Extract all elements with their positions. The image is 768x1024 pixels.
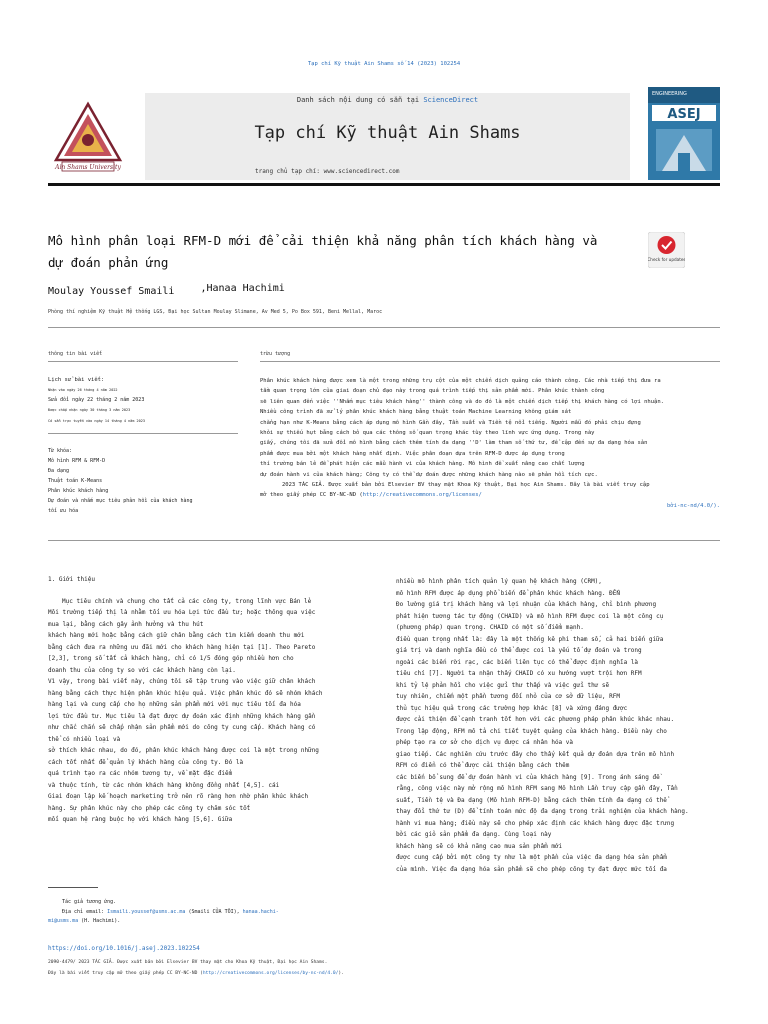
body-line: được cung cấp bởi một công ty như là một phần của việc đa dạng hóa sản phẩm bbox=[396, 854, 667, 861]
abstract-line: khỏi sự thiếu hụt bằng cách bỏ qua các thông số quan trọng khác tùy theo lĩnh vực ứng dụng. Trong này bbox=[260, 430, 595, 437]
body-line: ngoài các biến rời rạc, các biến liên tục có thể được định nghĩa là bbox=[396, 658, 639, 666]
body-line: và thuộc tính, từ các nhóm khách hàng không đồng nhất [4,5]. cái bbox=[48, 781, 280, 789]
keyword: Phân khúc khách hàng bbox=[48, 488, 109, 494]
body-line: Mục tiêu chính và chung cho tất cả các công ty, trong lĩnh vực Bán lẻ bbox=[62, 597, 312, 605]
body-line: Môi trường tiếp thị là nhằm tối ưu hóa Lợi tức đầu tư; hoặc thông qua việc bbox=[48, 609, 316, 616]
oa-suffix: ). bbox=[338, 971, 344, 976]
license-link[interactable]: http://creativecommons.org/licenses/ bbox=[362, 492, 482, 499]
abstract-line: giấy, chúng tôi đã sửa đổi mô hình bằng cách thêm tính đa dạng ''D' làm tham số thứ tư, để cập đến sự đa dạng hóa sản bbox=[260, 440, 648, 447]
section-title: 1. Giới thiệu bbox=[48, 576, 95, 583]
copyright-lines bbox=[48, 957, 720, 979]
body-line: hành vi mua hàng; điều này sẽ cho phép xác định các khách hàng được đặc trưng bbox=[396, 819, 675, 827]
body-line: quá trình tạo ra các nhóm tương tự, về mặt đặc điểm bbox=[48, 770, 233, 777]
cover-subtitle: ENGINEERING bbox=[652, 91, 687, 97]
body-line: khách hàng mới hoặc bằng cách giữ chân bằng cách tìm kiếm doanh thu mới bbox=[48, 632, 305, 639]
contents-prefix: Danh sách nội dung có sẵn tại bbox=[296, 96, 424, 104]
body-line: phép tạo ra cơ sở cho dịch vụ được cá nhân hóa và bbox=[396, 739, 574, 746]
footnote-divider bbox=[48, 887, 98, 888]
abstract-line: thí trường bán lẻ để phát hiện các mẫu hành vi của khách hàng. Mô hình đề xuất nâng cao chất lượng bbox=[260, 461, 585, 468]
article-title-line-1: Mô hình phân loại RFM-D mới để cải thiện khả năng phân tích khách hàng và bbox=[48, 233, 598, 248]
abstract-heading: trừu tượng bbox=[260, 351, 291, 357]
email-link-2[interactable]: hanaa.hachi- bbox=[242, 909, 279, 915]
abstract-line: chẳng hạn như K-Means bằng cách áp dụng mô hình Gần đây, Tần suất và Tiền tệ nổi tiếng. Người mẫu đó phải chịu đựng bbox=[260, 419, 641, 426]
body-line: thủ tục hiệu quả trong các trường hợp khác [8] và xứng đáng được bbox=[396, 704, 628, 712]
body-line: tuy nhiên, chiếm một phần tương đối nhỏ của cơ sở dữ liệu, RFM bbox=[396, 693, 620, 700]
abstract-line: sẽ liên quan đến việc ''Nhắm mục tiêu khách hàng'' thành công và do đó là một chiến dịch tiếp thị khách hàng có lợi nhuận. bbox=[260, 398, 664, 405]
body-line: như chắc chắn sẽ chấp nhận sản phẩm mới do công ty cung cấp. Khách hàng có bbox=[48, 724, 316, 731]
body-line: doanh thu của công ty so với các khách hàng còn lại. bbox=[48, 666, 236, 674]
license-link-cont[interactable]: bởi-nc-nd/4.0/). bbox=[667, 502, 720, 509]
abstract-line: tầm quan trọng lớn của giai đoạn chủ đạo này trong quá trình tiếp thị sản phẩm mới. Phân khúc thành công bbox=[260, 388, 605, 395]
authors bbox=[48, 283, 285, 297]
email-suffix-1: (Smaili CỦA TÔI), bbox=[185, 909, 243, 915]
divider bbox=[48, 540, 720, 541]
body-line: thể có nhiều loại và bbox=[48, 735, 121, 743]
keyword: Thuật toán K-Means bbox=[48, 478, 103, 484]
divider bbox=[48, 361, 238, 362]
keyword: Mô hình RFM & RFM-D bbox=[48, 458, 106, 464]
corresponding-note: Tác giả tương ứng. bbox=[62, 899, 117, 905]
article-history bbox=[48, 376, 238, 427]
history-online: Có sẵn trực tuyến vào ngày 14 tháng 4 năm 2023 bbox=[48, 419, 145, 423]
body-line: được cải thiện để cạnh tranh tốt hơn với các phương pháp phân khúc khác nhau. bbox=[396, 716, 675, 723]
abstract-line: Phân khúc khách hàng được xem là một trong những trụ cột của một chiến dịch quảng cáo thành công. Các nhà tiếp thị đưa ra bbox=[260, 378, 661, 384]
license-text: 2023 TÁC GIẢ. Được xuất bản bởi Elsevier BV thay mặt Khoa Kỹ thuật, Đại học Ain Shams. Đây là bài viết truy cập bbox=[282, 482, 650, 489]
body-line: phát hiện tương tác tự động (CHAID) và mô hình RFM được coi là một công cụ bbox=[396, 612, 664, 620]
article-info-heading: thông tin bài viết bbox=[48, 351, 103, 357]
article-title-line-2: dự đoán phản ứng bbox=[48, 255, 169, 270]
body-line: giá trị và danh nghĩa đều có thể được coi là yếu tố dự đoán và trong bbox=[396, 647, 642, 654]
author-2[interactable]: ,Hanaa Hachimi bbox=[200, 283, 285, 294]
body-column-left bbox=[48, 574, 368, 826]
keywords bbox=[48, 446, 238, 516]
header-divider bbox=[48, 183, 720, 186]
body-line: hàng bằng cách thực hiện phân khúc hiệu quả. Việc phân khúc đó sẽ nhóm khách bbox=[48, 689, 323, 697]
journal-cover-image bbox=[648, 87, 720, 180]
oa-link[interactable]: http://creativecommons.org/licenses/by-nc-nd/4.0/ bbox=[202, 971, 339, 976]
divider bbox=[48, 433, 238, 434]
body-line: RFM có điển có thể được cải thiện bằng cách thêm bbox=[396, 762, 570, 769]
body-line: hàng lại và cung cấp cho họ những sản phẩm mới với mục tiêu tối đa hóa bbox=[48, 701, 301, 708]
divider bbox=[260, 361, 720, 362]
oa-prefix: Đây là bài viết truy cập mở theo giấy phép CC BY-NC-ND ( bbox=[48, 971, 203, 976]
affiliation: Phòng thí nghiệm Kỹ thuật Hệ thống LGS, Đại học Sultan Moulay Slimane, Av Med 5, Po Box 591, Beni Mellal, Maroc bbox=[48, 309, 383, 315]
citation-link[interactable]: Tạp chí Kỹ thuật Ain Shams số 14 (2023) 102254 bbox=[307, 61, 461, 67]
journal-citation[interactable] bbox=[0, 61, 768, 67]
body-column-right bbox=[396, 576, 720, 875]
email-link-1[interactable]: Ismaili.youssef@usms.ac.ma bbox=[107, 909, 186, 915]
issn-line: 2090-4479/ 2023 TÁC GIẢ. Được xuất bản bởi Elsevier BV thay mặt cho Khoa Kỹ thuật, Đại học Ain Shams. bbox=[48, 960, 328, 965]
body-line: Trong lập động, RFM mô tả chi tiết tuyệt quảng của khách hàng. Điều này cho bbox=[396, 727, 667, 735]
author-1[interactable]: Moulay Youssef Smaili bbox=[48, 286, 175, 297]
license-prefix: mở theo giấy phép CC BY-NC-ND ( bbox=[260, 492, 363, 499]
body-line: nhiều mô hình phân tích quản lý quan hệ khách hàng (CRM), bbox=[396, 578, 602, 585]
history-accepted: Được chấp nhận ngày 30 tháng 3 năm 2023 bbox=[48, 408, 131, 412]
contents-available bbox=[145, 96, 630, 104]
history-received: Nhận vào ngày 26 tháng 4 năm 2022 bbox=[48, 388, 118, 392]
keywords-title: Từ khóa: bbox=[48, 448, 73, 454]
article-title bbox=[48, 230, 618, 274]
history-title: Lịch sử bài viết: bbox=[48, 377, 105, 383]
body-line: thay đổi thứ tư (D) để tính toán mức độ đa dạng trong trải nghiệm của khách hàng. bbox=[396, 808, 689, 815]
open-access-line bbox=[48, 968, 720, 979]
body-line: điều quan trọng nhất là: đây là một thống kê phi tham số, cả hai biến giữa bbox=[396, 635, 664, 643]
university-logo bbox=[48, 100, 128, 180]
doi-link[interactable] bbox=[48, 945, 200, 952]
email-prefix: Địa chỉ email: bbox=[62, 909, 108, 915]
body-line: tiêu chí [7]. Người ta nhận thấy CHAID có xu hướng vượt trội hơn RFM bbox=[396, 670, 642, 677]
footnotes bbox=[48, 897, 368, 927]
body-line: Đo lường giá trị khách hàng và lợi nhuận của khách hàng, chỉ bình phương bbox=[396, 601, 657, 608]
body-line: (phương pháp) quan trọng. CHAID có một số điểm mạnh. bbox=[396, 624, 584, 631]
journal-title: Tạp chí Kỹ thuật Ain Shams bbox=[254, 123, 521, 143]
journal-homepage[interactable]: trang chủ tạp chí: www.sciencedirect.com bbox=[255, 168, 400, 175]
license-line-3 bbox=[260, 501, 720, 511]
body-line: khi tỷ lệ phản hồi cho việc gửi thư thấp và việc gửi thư sẽ bbox=[396, 681, 610, 689]
abstract-line: phẩm được mua bởi một khách hàng nhất định. Việc phân đoạn dựa trên RFM-D được áp dụng trong bbox=[260, 450, 565, 457]
body-line: bằng cách đưa ra những ưu đãi mới cho khách hàng hiện tại [1]. Theo Pareto bbox=[48, 643, 316, 651]
keyword: tối ưu hóa bbox=[48, 508, 79, 514]
email-link-2-cont[interactable]: mi@usms.ma bbox=[48, 918, 79, 924]
check-for-updates-badge[interactable] bbox=[648, 232, 685, 268]
body-line: bởi các giỏ sản phẩm đa dạng. Cùng loại này bbox=[396, 831, 552, 838]
body-line: mô hình RFM được áp dụng phổ biến để phân khúc khách hàng. ĐẾN bbox=[396, 589, 620, 597]
email-suffix-2: (H. Hachimi). bbox=[78, 918, 121, 924]
body-line: mua lại, bằng cách gây ảnh hưởng và thu hút bbox=[48, 620, 204, 628]
body-line: lợi tức đầu tư. Mục tiêu là đạt được dự đoán xác định những khách hàng gần bbox=[48, 712, 316, 720]
body-line: rằng, công việc này mở rộng mô hình RFM sang Mô hình Lần truy cập gần đây, Tần bbox=[396, 785, 678, 792]
body-line: cách tốt nhất để quản lý khách hàng của công ty. Đó là bbox=[48, 758, 244, 766]
divider bbox=[48, 327, 720, 328]
body-line: [2,3], trong số tất cả khách hàng, chỉ có 1/5 đóng góp nhiều hơn cho bbox=[48, 655, 294, 662]
cover-brand: ASEJ bbox=[667, 107, 701, 122]
sciencedirect-link[interactable]: ScienceDirect bbox=[423, 96, 479, 104]
logo-text: Ain Shams University bbox=[55, 164, 121, 171]
body-line: Vì vậy, trong bài viết này, chúng tôi sẽ tập trung vào việc giữ chân khách bbox=[48, 678, 316, 685]
body-line: Giai đoạn lập kế hoạch marketing trở nên rõ ràng hơn nhờ phân khúc khách bbox=[48, 793, 309, 800]
body-line: giao tiếp. Các nghiên cứu trước đây cho thấy kết quả dự đoán dựa trên mô hình bbox=[396, 750, 675, 758]
doi-anchor[interactable]: https://doi.org/10.1016/j.asej.2023.102254 bbox=[48, 945, 200, 952]
badge-label: Check for updates bbox=[648, 257, 685, 262]
license-line-2 bbox=[260, 490, 720, 500]
history-revised: Sửa đổi ngày 22 tháng 2 năm 2023 bbox=[48, 397, 145, 403]
body-line: hàng. Sự phân khúc này cho phép các công ty chăm sóc tốt bbox=[48, 804, 251, 812]
keyword: Đa dạng bbox=[48, 468, 70, 474]
body-line: khách hàng sẽ có khả năng cao mua sản phẩm mới bbox=[396, 842, 563, 850]
abstract-body bbox=[260, 376, 720, 511]
body-line: mối quan hệ ràng buộc họ với khách hàng [5,6]. Giữa bbox=[48, 816, 233, 823]
abstract-line: dự đoán hành vi của khách hàng; Công ty có thể dự đoán được những khách hàng nào sẽ phản hồi tích cực. bbox=[260, 471, 598, 478]
abstract-line: Nhiều công trình đã xử lý phân khúc khách hàng bằng thuật toán Machine Learning không giám sát bbox=[260, 409, 572, 416]
body-line: sở thích khác nhau, do đó, phân khúc khách hàng được coi là một trong những bbox=[48, 747, 319, 754]
body-line: suất, Tiền tệ và Đa dạng (Mô hình RFM-D) bằng cách thêm tính đa dạng có thể bbox=[396, 796, 667, 804]
keyword: Dự đoán và nhắm mục tiêu phản hồi của khách hàng bbox=[48, 498, 193, 504]
body-line: các biến bổ sung để dự đoán hành vi của khách hàng [9]. Trong ánh sáng đề bbox=[396, 773, 660, 781]
email-note bbox=[48, 908, 368, 916]
email-note-cont bbox=[48, 916, 368, 927]
body-line: của mình. Việc đa dạng hóa sản phẩm sẽ cho phép công ty đạt được mức tối đa bbox=[396, 865, 667, 873]
